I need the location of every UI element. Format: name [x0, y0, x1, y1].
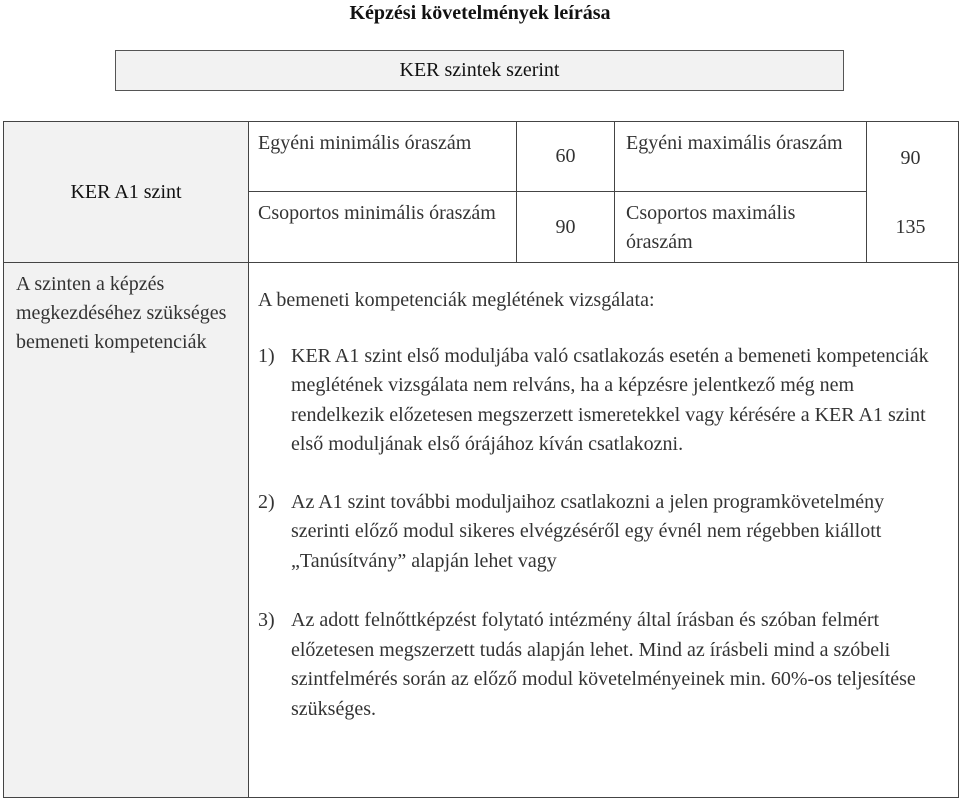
group-min-value: 90: [555, 216, 576, 238]
individual-min-value: 60: [555, 145, 576, 167]
group-max-value: 135: [895, 216, 926, 238]
ker-levels-banner: KER szintek szerint: [115, 50, 844, 91]
requirements-label: A szinten a képzés megkezdéséhez szükséges bemeneti kompetenciák: [16, 273, 227, 353]
requirement-item: [258, 488, 948, 577]
requirements-table: [3, 121, 959, 798]
table-divider: [4, 262, 958, 263]
level-title-text: KER A1 szint: [70, 180, 182, 203]
requirement-text: KER A1 szint első moduljába való csatlakozás esetén a bemeneti kompetenciák meglétének vizsgálata nem relváns, ha a képzésre jelentkező még nem rendelkezik előzetesen megszerzett ismeretekkel vagy kérésére a KER A1 szint első moduljának első órájához kíván csatlakozni.: [291, 344, 929, 455]
requirement-item: [258, 606, 948, 724]
table-divider: [248, 122, 249, 797]
table-divider: [516, 122, 517, 262]
individual-max-label: Egyéni maximális óraszám: [626, 132, 843, 154]
requirement-text: Az A1 szint további moduljaihoz csatlakozni a jelen programkövetelmény szerinti előző modul sikeres elvégzéséről egy évnél nem régebben kiállott „Tanúsítvány” alapján lehet vagy: [291, 490, 885, 572]
level-title: [4, 122, 248, 262]
requirement-number: 2): [258, 490, 275, 513]
individual-max-value: 90: [900, 147, 921, 169]
requirement-number: 3): [258, 609, 275, 631]
table-divider: [248, 191, 866, 192]
requirement-number: 1): [258, 344, 275, 367]
document-title: Képzési követelmények leírása: [349, 2, 611, 24]
requirements-intro: A bemeneti kompetenciák meglétének vizsgálata:: [258, 289, 655, 311]
requirement-text: Az adott felnőttképzést folytató intézmény által írásban és szóban felmért előzetesen megszerzett tudás alapján lehet. Mind az írásbeli mind a szóbeli szintfelmérés során az előző modul követelményeinek min. 60%-os teljesítése szükséges.: [291, 609, 916, 720]
individual-min-label: Egyéni minimális óraszám: [258, 132, 472, 154]
requirements-content: [258, 286, 948, 724]
group-max-label: Csoportos maximális óraszám: [626, 202, 796, 253]
table-divider: [614, 122, 615, 262]
group-min-label: Csoportos minimális óraszám: [258, 202, 496, 224]
requirement-item: [258, 342, 948, 460]
table-divider: [866, 122, 867, 262]
